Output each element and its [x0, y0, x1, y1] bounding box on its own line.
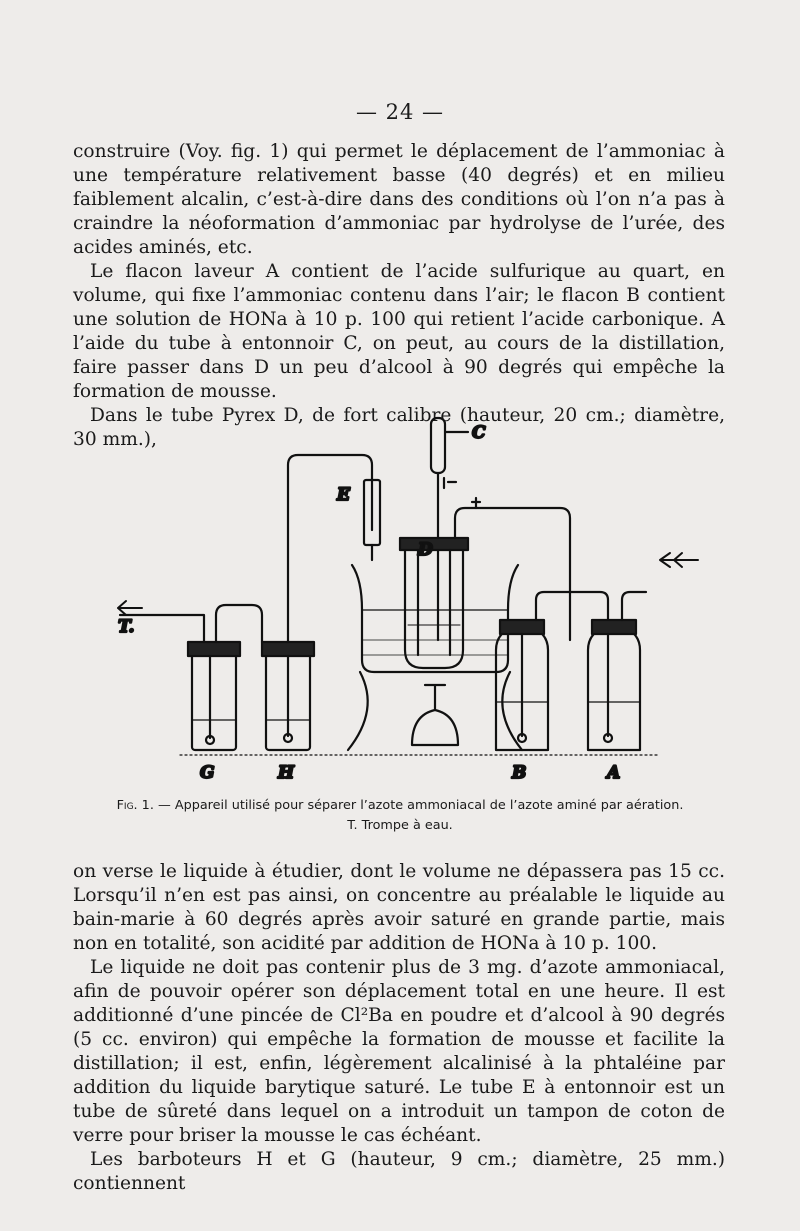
caption-text: — Appareil utilisé pour séparer l’azote ammoniacal de l’azote aminé par aération.: [153, 798, 684, 813]
bottle-g: [120, 605, 262, 750]
tube-d: [400, 538, 468, 668]
label-c: C: [472, 423, 486, 443]
bottle-h: [262, 455, 372, 750]
apparatus-figure: [100, 410, 700, 790]
label-e: E: [337, 485, 350, 505]
paragraph-barboteurs: Les barboteurs H et G (hauteur, 9 cm.; diamètre, 25 mm.) contiennent: [73, 1149, 725, 1194]
bottle-b: [496, 592, 608, 750]
caption-figure-label: Fig. 1.: [116, 798, 154, 813]
label-g: G: [200, 763, 215, 783]
page-number: — 24 —: [355, 100, 445, 124]
figure-caption: [80, 796, 720, 836]
label-a: A: [607, 763, 621, 783]
label-h: H: [278, 763, 295, 783]
paragraph-azote-ammoniacal: Le liquide ne doit pas contenir plus de 3 mg. d’azote ammoniacal, afin de pouvoir opérer son déplacement total en une heure. Il est additionné d’une pincée de Cl²Ba en poudre et d’alcool à 90 degrés (5 cc. environ) qui empêche la formation de mousse et facilite la distillation; il est, enfin, légèrement alcalinisé à la phtaléine par addition du liquide barytique saturé. Le tube E à entonnoir est un tube de sûreté dans lequel on a introduit un tampon de coton de verre pour briser la mousse le cas échéant.: [73, 957, 725, 1146]
apparatus-drawing: [100, 410, 700, 790]
paragraph-tube-pyrex: Dans le tube Pyrex D, de fort calibre (hauteur, 20 cm.; diamètre, 30 mm.),: [73, 405, 725, 450]
bottom-text-block: [73, 860, 725, 1196]
top-text-block: [73, 140, 725, 452]
paragraph-flacons: Le flacon laveur A contient de l’acide sulfurique au quart, en volume, qui fixe l’ammoniac contenu dans l’air; le flacon B contient une solution de HONa à 10 p. 100 qui retient l’acide carbonique. A l’aide du tube à entonnoir C, on peut, au cours de la distillation, faire passer dans D un peu d’alcool à 90 degrés qui empêche la formation de mousse.: [73, 261, 725, 402]
caption-line-2: T. Trompe à eau.: [347, 818, 453, 833]
label-t: T.: [118, 617, 135, 637]
paragraph-verse-liquide: on verse le liquide à étudier, dont le volume ne dépassera pas 15 cc. Lorsqu’il n’en est pas ainsi, on concentre au préalable le liquide au bain-marie à 60 degrés après avoir saturé en grande partie, mais non en totalité, son acidité par addition de HONa à 10 p. 100.: [73, 861, 725, 954]
paragraph-continuation: construire (Voy. fig. 1) qui permet le déplacement de l’ammoniac à une température relativement basse (40 degrés) et en milieu faiblement alcalin, c’est-à-dire dans des conditions où l’on n’a pas à craindre la néoformation d’ammoniac par hydrolyse de l’urée, des acides aminés, etc.: [73, 141, 725, 258]
caption-line-1: [80, 796, 720, 816]
water-bath: [352, 565, 518, 672]
label-b: B: [512, 763, 527, 783]
bottle-a: [588, 592, 646, 750]
label-d: D: [418, 540, 433, 560]
